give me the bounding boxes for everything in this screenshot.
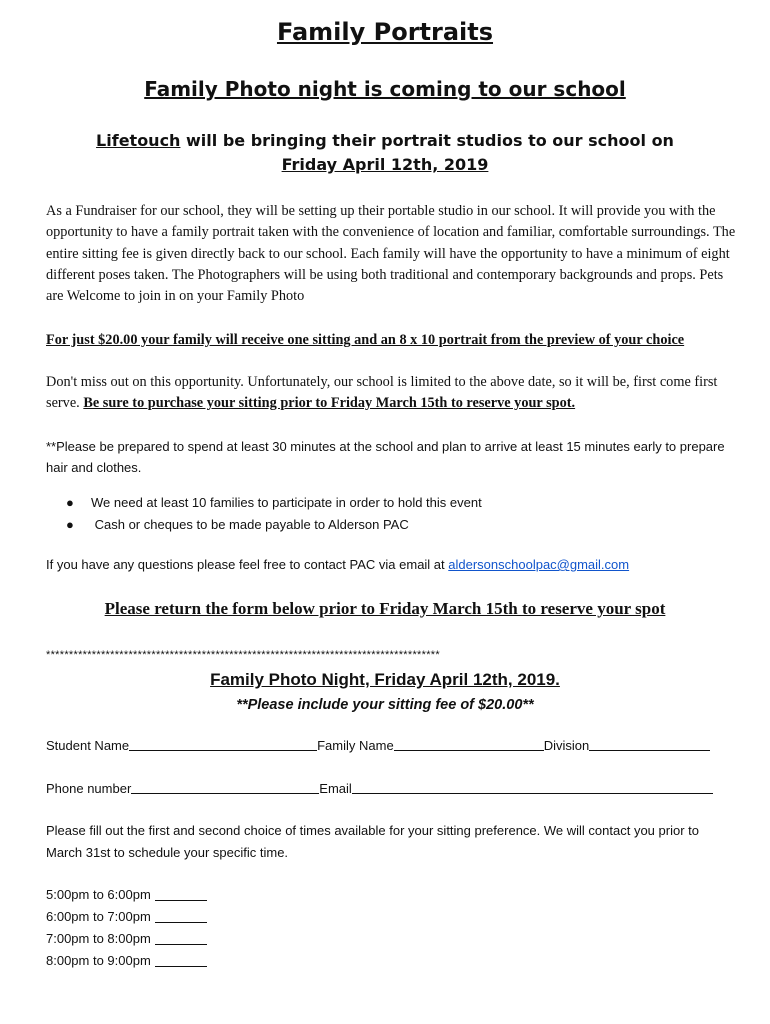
- page-title: Family Portraits: [276, 18, 494, 46]
- bullet-list: [66, 492, 706, 536]
- return-note: Please return the form below prior to Friday March 15th to reserve your spot: [104, 599, 666, 618]
- deadline-emphasis: Be sure to purchase your sitting prior to Friday March 15th to reserve your spot.: [83, 395, 576, 412]
- time-slot: [46, 950, 207, 972]
- time-slot: [46, 906, 207, 928]
- email-label: Email: [319, 781, 352, 796]
- family-name-label: Family Name: [317, 738, 394, 753]
- preparation-paragraph: **Please be prepared to spend at least 30 minutes at the school and plan to arrive at least 15 minutes early to prepare hair and clothes.: [46, 439, 725, 476]
- form-subtitle: **Please include your sitting fee of $20.00**: [236, 697, 534, 713]
- contact-email-link[interactable]: aldersonschoolpac@gmail.com: [448, 557, 630, 572]
- phone-field[interactable]: [131, 779, 319, 794]
- deadline-paragraph: [46, 372, 736, 415]
- division-label: Division: [543, 738, 590, 753]
- form-title: Family Photo Night, Friday April 12th, 2019.: [210, 670, 560, 689]
- time-choice-instructions: Please fill out the first and second choice of times available for your sitting preference. We will contact you prior to March 31st to schedule your specific time.: [46, 823, 699, 860]
- announcement: [0, 129, 770, 177]
- phone-label: Phone number: [46, 781, 132, 796]
- division-field[interactable]: [589, 736, 710, 751]
- announcement-text: will be bringing their portrait studios to our school on: [180, 131, 674, 150]
- time-slot-field[interactable]: [155, 952, 207, 967]
- contact-line: [46, 557, 629, 572]
- event-date: Friday April 12th, 2019: [281, 155, 489, 174]
- list-item: [66, 492, 706, 514]
- email-field[interactable]: [352, 779, 713, 794]
- page-subtitle: Family Photo night is coming to our school: [144, 77, 626, 101]
- time-slot: [46, 884, 207, 906]
- time-slot-field[interactable]: [155, 886, 207, 901]
- cut-line: **************************************************************************************: [46, 649, 440, 661]
- time-slot: [46, 928, 207, 950]
- student-name-label: Student Name: [46, 738, 130, 753]
- bullet-icon: ●: [66, 495, 74, 510]
- list-item-text: We need at least 10 families to participate in order to hold this event: [91, 495, 482, 510]
- list-item-text: Cash or cheques to be made payable to Alderson PAC: [91, 517, 409, 532]
- time-slot-label: 5:00pm to 6:00pm: [46, 887, 151, 902]
- company-name: Lifetouch: [96, 131, 181, 150]
- name-fields-row: [46, 736, 722, 753]
- family-name-field[interactable]: [394, 736, 544, 751]
- time-slot-field[interactable]: [155, 930, 207, 945]
- intro-paragraph: As a Fundraiser for our school, they will be setting up their portable studio in our school. It will provide you with the opportunity to have a family portrait taken with the convenience of location and familiar, comfortable surroundings. The entire sitting fee is given directly back to our school. Each family will have the opportunity to have a minimum of eight different poses taken. The Photographers will be using both traditional and contemporary backgrounds and props. Pets are Welcome to join in on your Family Photo: [46, 203, 736, 305]
- time-slot-label: 8:00pm to 9:00pm: [46, 953, 151, 968]
- student-name-field[interactable]: [129, 736, 317, 751]
- time-slot-label: 6:00pm to 7:00pm: [46, 909, 151, 924]
- price-paragraph: For just $20.00 your family will receive one sitting and an 8 x 10 portrait from the preview of your choice: [46, 332, 685, 348]
- time-slot-list: [46, 884, 207, 972]
- time-slot-label: 7:00pm to 8:00pm: [46, 931, 151, 946]
- time-slot-field[interactable]: [155, 908, 207, 923]
- contact-fields-row: [46, 779, 722, 796]
- list-item: [66, 514, 706, 536]
- deadline-text: Don't miss out on this opportunity. Unfortunately, our school is limited to the above date, so it will be, first come first serve.: [46, 374, 718, 412]
- contact-text: If you have any questions please feel free to contact PAC via email at: [46, 557, 449, 572]
- bullet-icon: ●: [66, 517, 74, 532]
